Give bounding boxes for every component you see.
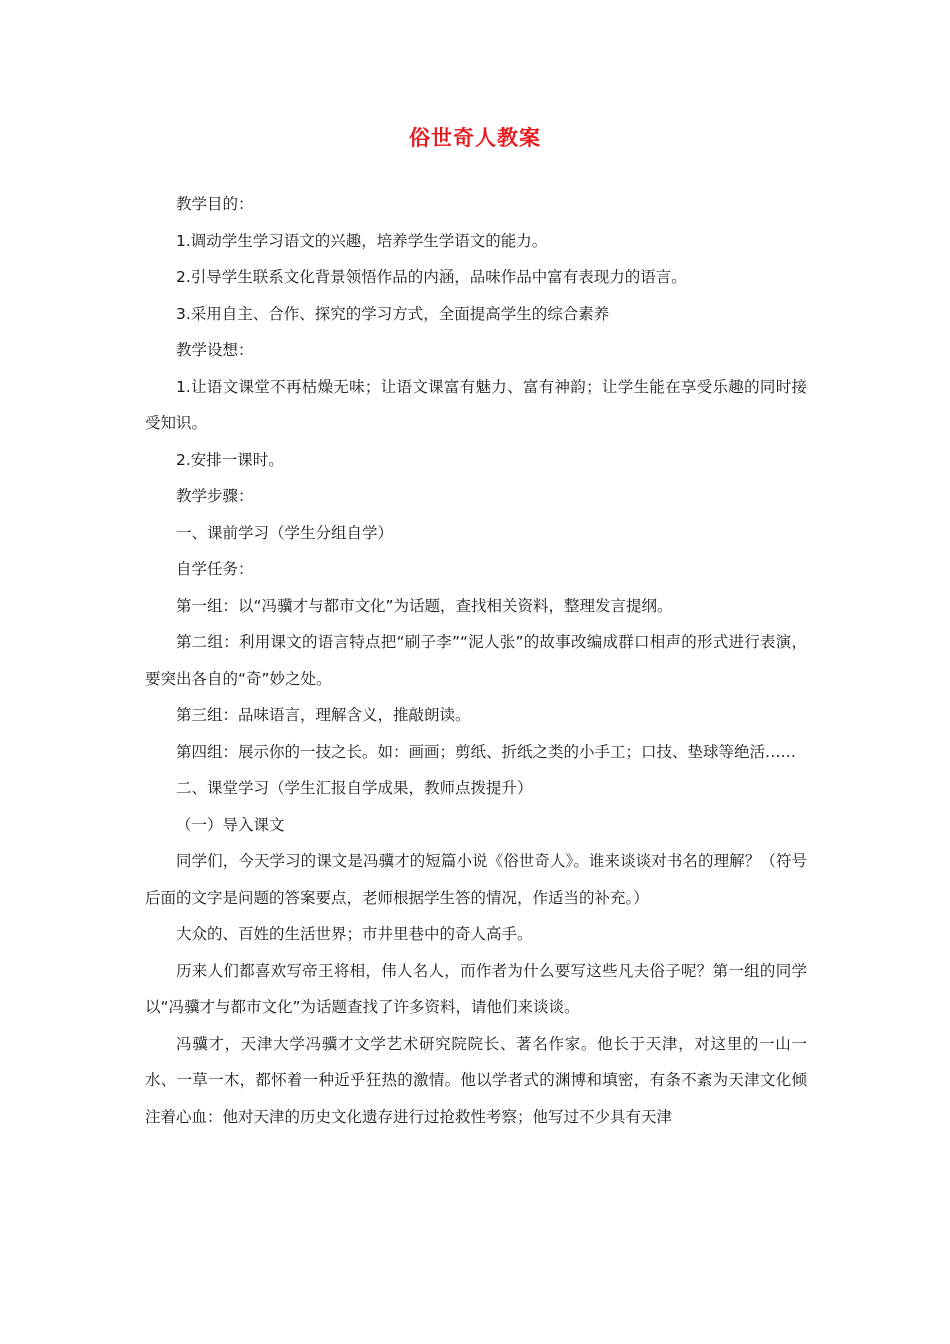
document-title: 俗世奇人教案 <box>409 126 541 150</box>
document-body <box>145 186 807 1135</box>
paragraph: 1.让语文课堂不再枯燥无味；让语文课富有魅力、富有神韵；让学生能在享受乐趣的同时接受知识。 <box>145 377 807 432</box>
paragraph: 2.引导学生联系文化背景领悟作品的内涵，品味作品中富有表现力的语言。 <box>176 268 687 286</box>
paragraph: 大众的、百姓的生活世界；市井里巷中的奇人高手。 <box>176 925 533 943</box>
paragraph: 一、课前学习（学生分组自学） <box>176 523 394 542</box>
paragraph: 自学任务： <box>176 560 254 578</box>
paragraph: 二、课堂学习（学生汇报自学成果，教师点拨提升） <box>176 779 533 797</box>
paragraph: 第三组：品味语言，理解含义，推敲朗读。 <box>176 706 471 724</box>
paragraph: 冯骥才，天津大学冯骥才文学艺术研究院院长、著名作家。他长于天津，对这里的一山一水、一草一木，都怀着一种近乎狂热的激情。他以学者式的渊博和填密，有条不紊为天津文化倾注着心血：他对天津的历史文化遗存进行过抢救性考察；他写过不少具有天津 <box>145 1034 807 1126</box>
paragraph: 教学步骤： <box>176 487 254 505</box>
paragraph: 教学设想： <box>176 341 254 359</box>
paragraph: 2.安排一课时。 <box>176 450 284 469</box>
paragraph: 3.采用自主、合作、探究的学习方式，全面提高学生的综合素养 <box>176 304 610 323</box>
paragraph: 历来人们都喜欢写帝王将相，伟人名人，而作者为什么要写这些凡夫俗子呢？第一组的同学以“冯骥才与都市文化”为话题查找了许多资料，请他们来谈谈。 <box>145 961 807 1016</box>
paragraph: （一）导入课文 <box>176 815 285 834</box>
paragraph: 第二组：利用课文的语言特点把“刷子李”“泥人张”的故事改编成群口相声的形式进行表演，要突出各自的“奇”妙之处。 <box>145 633 807 688</box>
paragraph: 教学目的： <box>176 195 254 213</box>
paragraph: 1.调动学生学习语文的兴趣，培养学生学语文的能力。 <box>176 231 548 250</box>
paragraph: 第四组：展示你的一技之长。如：画画；剪纸、折纸之类的小手工；口技、垫球等绝活…… <box>176 742 797 761</box>
paragraph: 第一组：以“冯骥才与都市文化”为话题，查找相关资料，整理发言提纲。 <box>176 596 673 615</box>
paragraph: 同学们，今天学习的课文是冯骥才的短篇小说《俗世奇人》。谁来谈谈对书名的理解？（符号后面的文字是问题的答案要点，老师根据学生答的情况，作适当的补充。） <box>145 852 807 907</box>
